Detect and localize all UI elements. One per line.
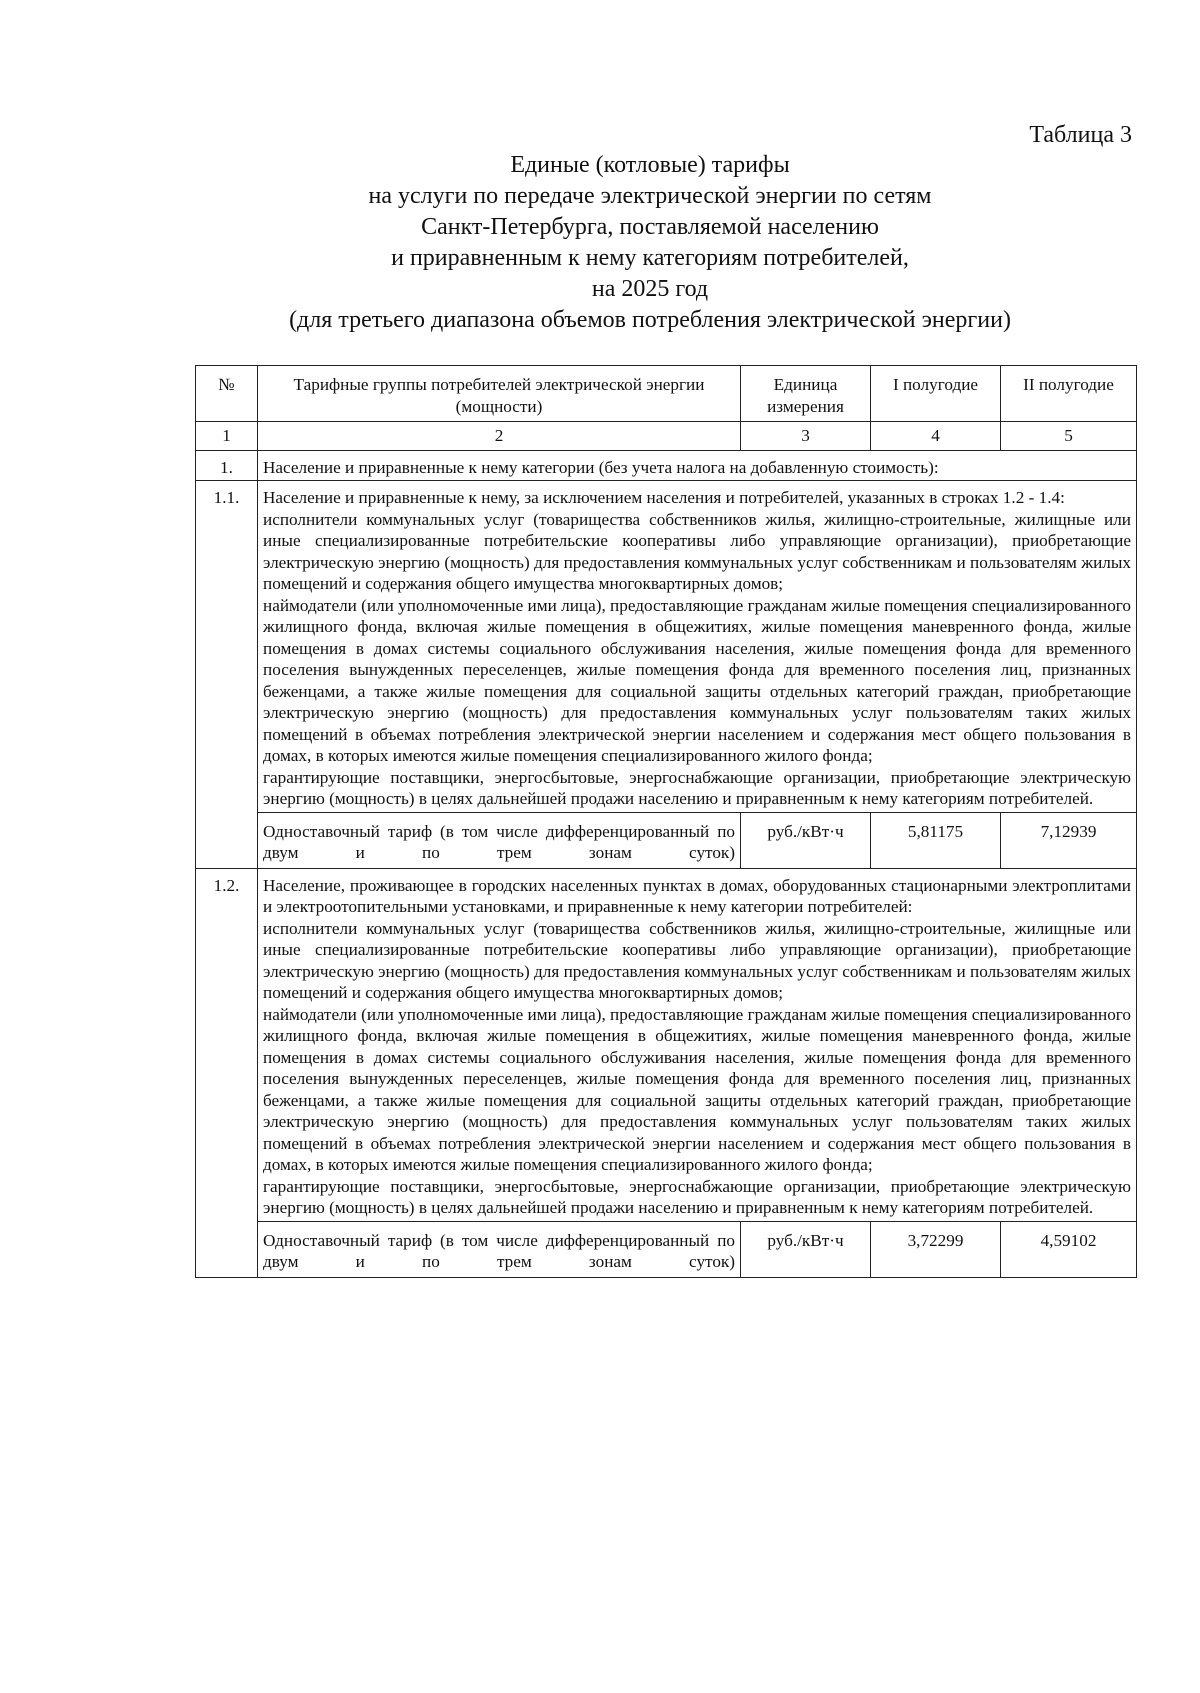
row-num-continuation xyxy=(196,812,258,868)
column-index: 3 xyxy=(741,422,871,451)
header-unit: Единица измерения xyxy=(741,366,871,422)
heading-line-3: Санкт-Петербурга, поставляемой населению xyxy=(421,214,879,240)
tariff-table xyxy=(195,365,1137,1278)
column-index: 1 xyxy=(196,422,258,451)
column-index: 4 xyxy=(871,422,1001,451)
heading-line-4: и приравненным к нему категориям потребителей, xyxy=(391,245,909,271)
table-label: Таблица 3 xyxy=(1029,122,1132,148)
tariff-half-2: 7,12939 xyxy=(1001,812,1137,868)
description-paragraph: наймодатели (или уполномоченные ими лица), предоставляющие гражданам жилые помещения специализированного жилищного фонда, включая жилые помещения в общежитиях, жилые помещения маневренного фонда, жилые помещения в домах системы социального обслуживания населения, жилые помещения фонда для временного поселения вынужденных переселенцев, жилые помещения фонда для временного поселения лиц, признанных беженцами, а также жилые помещения для социальной защиты отдельных категорий граждан, приобретающие электрическую энергию (мощность) для предоставления коммунальных услуг пользователям таких жилых помещений в объемах потребления электрической энергии населением и содержания мест общего пользования в домах, в которых имеются жилые помещения специализированного жилого фонда; xyxy=(263,1004,1131,1174)
row-description xyxy=(258,868,1137,1221)
header-group: Тарифные группы потребителей электрической энергии (мощности) xyxy=(258,366,741,422)
header-half-2: II полугодие xyxy=(1001,366,1137,422)
row-num-continuation xyxy=(196,1221,258,1277)
row-num: 1.2. xyxy=(196,868,258,1221)
row-num: 1.1. xyxy=(196,481,258,813)
header-half-1: I полугодие xyxy=(871,366,1001,422)
description-paragraph: Население, проживающее в городских населенных пунктах в домах, оборудованных стационарными электроплитами и электроотопительными установками, и приравненные к нему категории потребителей: xyxy=(263,875,1131,916)
section-row xyxy=(196,450,1137,481)
row-description xyxy=(258,481,1137,813)
column-index: 2 xyxy=(258,422,741,451)
description-paragraph: Население и приравненные к нему, за исключением населения и потребителей, указанных в строках 1.2 - 1.4: xyxy=(263,488,1065,507)
table-row xyxy=(196,481,1137,813)
tariff-half-1: 3,72299 xyxy=(871,1221,1001,1277)
section-num: 1. xyxy=(196,450,258,481)
tariff-row xyxy=(196,1221,1137,1277)
description-paragraph: исполнители коммунальных услуг (товарищества собственников жилья, жилищно-строительные, жилищные или иные специализированные потребительские кооперативы либо управляющие организации), приобретающие электрическую энергию (мощность) для предоставления коммунальных услуг собственникам и пользователям жилых помещений и содержания общего имущества многоквартирных домов; xyxy=(263,509,1131,593)
tariff-half-2: 4,59102 xyxy=(1001,1221,1137,1277)
tariff-row xyxy=(196,812,1137,868)
table-row xyxy=(196,868,1137,1221)
section-title: Население и приравненные к нему категории (без учета налога на добавленную стоимость): xyxy=(258,450,1137,481)
description-paragraph: гарантирующие поставщики, энергосбытовые, энергоснабжающие организации, приобретающие электрическую энергию (мощность) в целях дальнейшей продажи населению и приравненным к нему категориям потребителей. xyxy=(263,767,1131,808)
description-paragraph: наймодатели (или уполномоченные ими лица), предоставляющие гражданам жилые помещения специализированного жилищного фонда, включая жилые помещения в общежитиях, жилые помещения маневренного фонда, жилые помещения в домах системы социального обслуживания населения, жилые помещения фонда для временного поселения вынужденных переселенцев, жилые помещения фонда для временного поселения лиц, признанных беженцами, а также жилые помещения для социальной защиты отдельных категорий граждан, приобретающие электрическую энергию (мощность) для предоставления коммунальных услуг пользователям таких жилых помещений в объемах потребления электрической энергии населением и содержания мест общего пользования в домах, в которых имеются жилые помещения специализированного жилого фонда; xyxy=(263,595,1131,765)
tariff-unit: руб./кВт·ч xyxy=(741,1221,871,1277)
document-heading xyxy=(0,150,1200,336)
header-row xyxy=(196,366,1137,422)
tariff-half-1: 5,81175 xyxy=(871,812,1001,868)
column-index-row xyxy=(196,422,1137,451)
tariff-label: Одноставочный тариф (в том числе дифференцированный по двум и по трем зонам суток) xyxy=(258,812,741,868)
column-index: 5 xyxy=(1001,422,1137,451)
heading-line-2: на услуги по передаче электрической энергии по сетям xyxy=(368,183,932,209)
description-paragraph: гарантирующие поставщики, энергосбытовые, энергоснабжающие организации, приобретающие электрическую энергию (мощность) в целях дальнейшей продажи населению и приравненным к нему категориям потребителей. xyxy=(263,1176,1131,1217)
header-num: № xyxy=(196,366,258,422)
description-paragraph: исполнители коммунальных услуг (товарищества собственников жилья, жилищно-строительные, жилищные или иные специализированные потребительские кооперативы либо управляющие организации), приобретающие электрическую энергию (мощность) для предоставления коммунальных услуг собственникам и пользователям жилых помещений и содержания общего имущества многоквартирных домов; xyxy=(263,918,1131,1002)
heading-line-5: на 2025 год xyxy=(591,276,709,302)
heading-line-6: (для третьего диапазона объемов потребления электрической энергии) xyxy=(289,307,1011,333)
heading-line-1: Единые (котловые) тарифы xyxy=(510,152,790,178)
tariff-label: Одноставочный тариф (в том числе дифференцированный по двум и по трем зонам суток) xyxy=(258,1221,741,1277)
tariff-unit: руб./кВт·ч xyxy=(741,812,871,868)
